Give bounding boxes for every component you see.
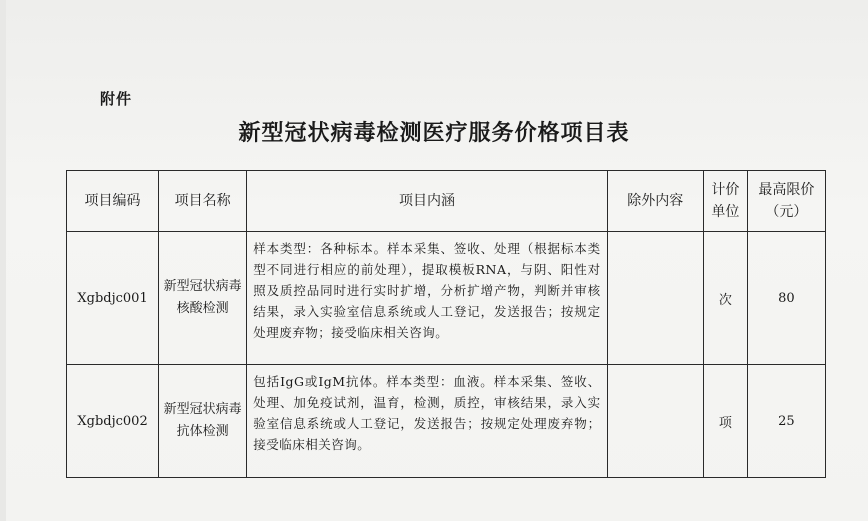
table-row [67, 232, 826, 365]
header-code: 项目编码 [67, 171, 159, 232]
cell-name: 新型冠状病毒抗体检测 [159, 365, 247, 478]
cell-unit: 次 [703, 232, 747, 365]
header-unit: 计价单位 [703, 171, 747, 232]
cell-price: 25 [747, 365, 825, 478]
header-content: 项目内涵 [247, 171, 607, 232]
header-name: 项目名称 [159, 171, 247, 232]
header-price: 最高限价（元） [747, 171, 825, 232]
table-row [67, 365, 826, 478]
cell-content: 样本类型：各种标本。样本采集、签收、处理（根据标本类型不同进行相应的前处理），提取模板RNA，与阴、阳性对照及质控品同时进行实时扩增，分析扩增产物，判断并审核结果，录入实验室信息系统或人工登记，发送报告；按规定处理废弃物；接受临床相关咨询。 [247, 232, 607, 365]
document-title: 新型冠状病毒检测医疗服务价格项目表 [238, 120, 630, 146]
cell-exception [607, 365, 703, 478]
header-exception: 除外内容 [607, 171, 703, 232]
price-table [66, 170, 826, 478]
cell-code: Xgbdjc002 [67, 365, 159, 478]
cell-code: Xgbdjc001 [67, 232, 159, 365]
cell-content: 包括IgG或IgM抗体。样本类型：血液。样本采集、签收、处理、加免疫试剂，温育，检测，质控，审核结果，录入实验室信息系统或人工登记，发送报告；按规定处理废弃物；接受临床相关咨询。 [247, 365, 607, 478]
attachment-label: 附件 [100, 90, 133, 108]
cell-unit: 项 [703, 365, 747, 478]
table-header-row [67, 171, 826, 232]
cell-name: 新型冠状病毒核酸检测 [159, 232, 247, 365]
cell-exception [607, 232, 703, 365]
page-edge [0, 0, 6, 521]
cell-price: 80 [747, 232, 825, 365]
